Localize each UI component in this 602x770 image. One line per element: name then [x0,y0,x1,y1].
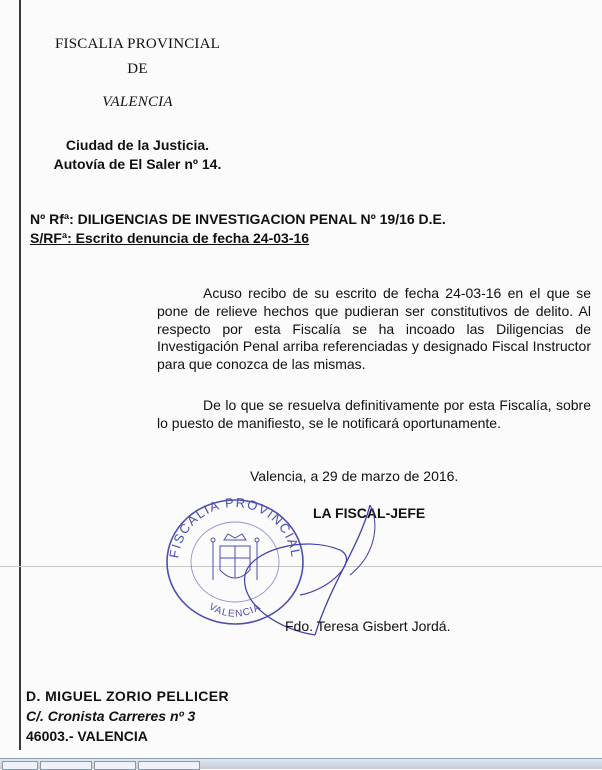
body-paragraph-1 [157,285,591,374]
stamp-top-text: FISCALIA PROVINCIAL [166,494,304,560]
our-reference: Nº Rfª: DILIGENCIAS DE INVESTIGACION PENAL Nº 19/16 D.E. [30,211,446,227]
address-street: Autovía de El Saler nº 14. [53,156,222,172]
recipient-city: 46003.- VALENCIA [26,728,148,744]
signed-by: Fdo. Teresa Gisbert Jordá. [285,618,451,634]
taskbar-app-button[interactable] [138,761,200,770]
paragraph-text: De lo que se resuelva definitivamente por esta Fiscalía, sobre lo puesto de manifiesto, se le notificará oportunamente. [157,397,591,431]
recipient-name: D. MIGUEL ZORIO PELLICER [26,688,230,704]
header-preposition: DE [127,61,148,77]
signer-role: LA FISCAL-JEFE [313,505,426,521]
header-city: VALENCIA [102,94,173,110]
stamp-bottom-text: VALENCIA [206,601,264,620]
body-paragraph-2 [157,397,591,433]
letter-date: Valencia, a 29 de marzo de 2016. [250,468,459,484]
header-institution: FISCALIA PROVINCIAL [54,36,221,52]
taskbar-start-button[interactable] [2,761,38,770]
margin-line [19,0,21,750]
your-reference: S/RFª: Escrito denuncia de fecha 24-03-16 [30,230,310,246]
taskbar-app-button[interactable] [94,761,136,770]
taskbar-app-button[interactable] [40,761,92,770]
recipient-street: C/. Cronista Carreres nº 3 [26,708,196,724]
paragraph-text: Acuso recibo de su escrito de fecha 24-03-16 en el que se pone de relieve hechos que pudieran ser constitutivos de delito. Al respecto por esta Fiscalía se ha incoado las Diligencias de Investigación Penal arriba referenciadas y designado Fiscal Instructor para que conozca de las mismas. [157,285,591,373]
address-building: Ciudad de la Justicia. [65,137,210,153]
